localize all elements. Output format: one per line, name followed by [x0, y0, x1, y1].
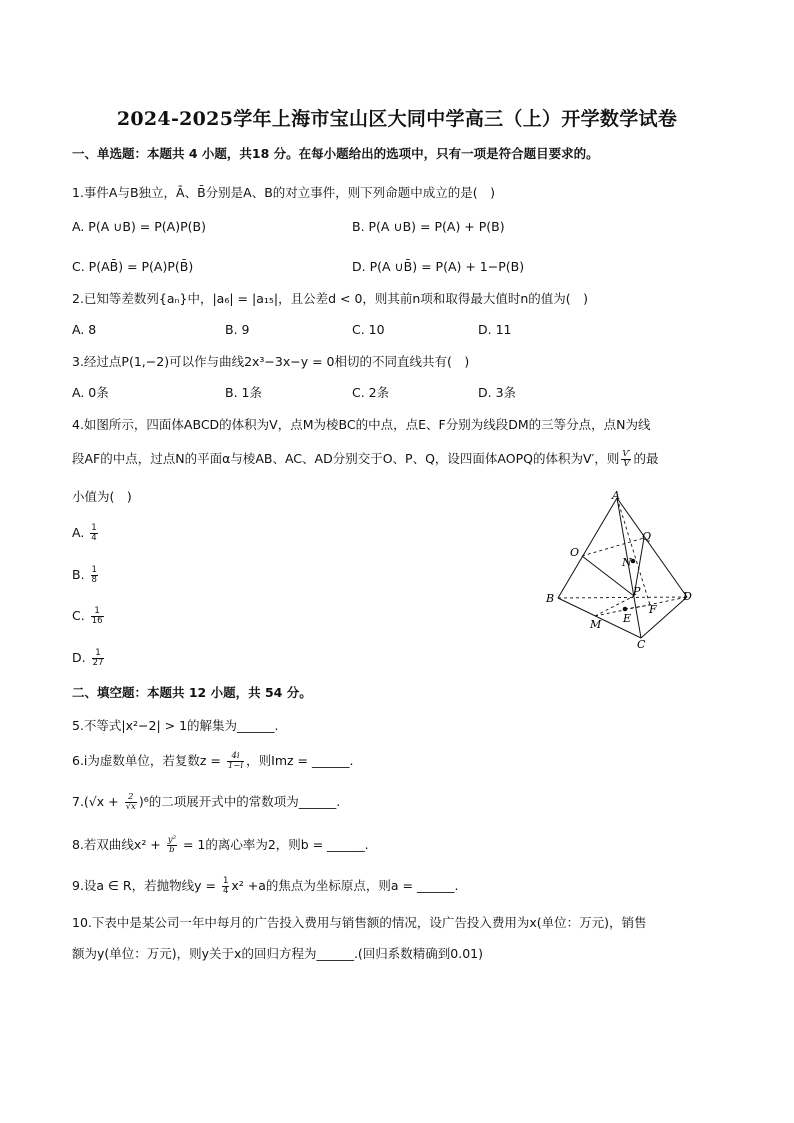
- edge-bd-hidden: [558, 597, 687, 598]
- question-9-fraction: [222, 877, 229, 896]
- question-6-text: 6.i为虚数单位，若复数z =: [72, 753, 225, 768]
- label-d: D: [683, 590, 692, 603]
- edge-cd: [641, 597, 687, 638]
- question-4-stem-line-2-text: 段AF的中点，过点N的平面α与棱AB、AC、AD分别交于O、P、Q，设四面体AOPQ的体积为V′，则: [72, 451, 620, 466]
- tetrahedron-diagram: [540, 488, 705, 653]
- option-fraction: [91, 566, 98, 585]
- question-3-stem: 3.经过点P(1,−2)可以作与曲线2x³−3x−y = 0相切的不同直线共有( ): [72, 354, 470, 369]
- question-8-tail: = 1的离心率为2，则b = ______.: [178, 837, 369, 852]
- fraction-denominator: 27: [92, 658, 104, 668]
- fraction-numerator: 1: [222, 876, 229, 886]
- question-2-stem: 2.已知等差数列{aₙ}中，|a₆| = |a₁₅|，且公差d < 0，则其前n项和取得最大值时n的值为( ): [72, 291, 588, 306]
- label-b: B: [546, 592, 555, 605]
- line-md-hidden: [595, 597, 687, 616]
- question-4-option-a: [72, 524, 100, 543]
- option-letter: C.: [72, 608, 89, 623]
- fraction-denominator: √x: [125, 802, 136, 812]
- fraction-denominator: 4: [91, 533, 97, 543]
- tetrahedron-figure: [540, 488, 705, 653]
- option-fraction: [90, 524, 97, 543]
- section-heading-single-choice: 一、单选题：本题共 4 小题，共18 分。在每小题给出的选项中，只有一项是符合题目要求的。: [72, 146, 599, 161]
- fraction-numerator: 1: [91, 607, 104, 617]
- question-1-option-c: C. P(AB̄) = P(A)P(B̄): [72, 259, 194, 274]
- question-7-text: 7.(√x +: [72, 794, 123, 809]
- question-9: [72, 877, 458, 896]
- fraction-numerator: 1: [91, 565, 97, 575]
- question-2-option-a: A. 8: [72, 322, 97, 337]
- question-10-line-2: 额为y(单位：万元)，则y关于x的回归方程为______.(回归系数精确到0.01): [72, 946, 484, 961]
- question-4-stem-line-1: 4.如图所示，四面体ABCD的体积为V，点M为棱BC的中点，点E、F分别为线段DM的三等分点，点N为线: [72, 417, 651, 432]
- question-8-text: 8.若双曲线x² +: [72, 837, 165, 852]
- volume-ratio-fraction: [621, 450, 631, 469]
- label-p: P: [633, 585, 641, 598]
- option-letter: B.: [72, 567, 89, 582]
- label-a: A: [612, 489, 620, 502]
- edge-ab: [558, 498, 617, 598]
- label-e: E: [623, 612, 632, 625]
- line-ef-hidden: [625, 605, 650, 609]
- question-6: [72, 752, 353, 771]
- fraction-denominator: V: [623, 459, 630, 469]
- edge-ad: [617, 498, 687, 597]
- question-8: [72, 836, 369, 855]
- fraction-denominator: 16: [91, 616, 103, 626]
- question-1-option-d: D. P(A ∪B̄) = P(A) + 1−P(B): [352, 259, 525, 274]
- question-1-stem: 1.事件A与B独立，Ā、B̄分别是A、B的对立事件，则下列命题中成立的是( ): [72, 185, 496, 200]
- question-4-stem-line-3: 小值为( ): [72, 489, 132, 504]
- question-1-option-a: A. P(A ∪B) = P(A)P(B): [72, 219, 206, 234]
- label-q: Q: [642, 530, 652, 543]
- fraction-numerator: 1: [91, 523, 97, 533]
- question-4-stem-line-2-tail: 的最: [633, 451, 659, 466]
- label-c: C: [637, 638, 646, 651]
- option-fraction: [92, 649, 105, 668]
- question-3-option-c: C. 2条: [352, 385, 390, 400]
- question-9-tail: x² +a的焦点为坐标原点，则a = ______.: [231, 878, 459, 893]
- question-4-option-d: [72, 649, 106, 668]
- fraction-numerator: V′: [622, 449, 631, 459]
- option-letter: A.: [72, 525, 89, 540]
- question-3-option-a: A. 0条: [72, 385, 109, 400]
- fraction-denominator: 4: [222, 886, 229, 896]
- question-7-tail: )⁶的二项展开式中的常数项为______.: [138, 794, 341, 809]
- label-o: O: [570, 546, 580, 559]
- question-2-option-c: C. 10: [352, 322, 385, 337]
- question-2-option-d: D. 11: [478, 322, 512, 337]
- question-3-option-b: B. 1条: [225, 385, 262, 400]
- label-m: M: [590, 618, 602, 631]
- fraction-numerator: y²: [167, 835, 176, 845]
- question-1-option-b: B. P(A ∪B) = P(A) + P(B): [352, 219, 505, 234]
- question-9-text: 9.设a ∈ R，若抛物线y =: [72, 878, 220, 893]
- question-8-fraction: [167, 836, 177, 855]
- fraction-denominator: b: [169, 845, 175, 855]
- option-letter: D.: [72, 650, 90, 665]
- question-6-tail: ，则Imz = ______.: [246, 753, 354, 768]
- fraction-numerator: 1: [92, 649, 105, 659]
- fraction-numerator: 2: [125, 793, 137, 803]
- question-2-option-b: B. 9: [225, 322, 250, 337]
- fraction-numerator: 4i: [227, 752, 244, 762]
- question-4-option-b: [72, 566, 100, 585]
- question-7: [72, 793, 340, 812]
- point-e: [623, 607, 628, 612]
- question-4-stem-line-2: [72, 450, 658, 469]
- option-fraction: [91, 607, 104, 626]
- label-n: N: [622, 556, 632, 569]
- question-4-option-c: [72, 607, 106, 626]
- label-f: F: [649, 603, 657, 616]
- question-5: 5.不等式|x²−2| > 1的解集为______.: [72, 718, 279, 733]
- question-6-fraction: [227, 752, 244, 771]
- section-heading-fill-blank: 二、填空题：本题共 12 小题，共 54 分。: [72, 685, 312, 700]
- fraction-denominator: 8: [91, 575, 97, 585]
- fraction-denominator: 1−i: [227, 761, 244, 771]
- question-10-line-1: 10.下表中是某公司一年中每月的广告投入费用与销售额的情况，设广告投入费用为x(单位：万元)，销售: [72, 915, 647, 930]
- question-3-option-d: D. 3条: [478, 385, 517, 400]
- page-title: 2024-2025学年上海市宝山区大同中学高三（上）开学数学试卷: [116, 108, 678, 130]
- question-7-fraction: [125, 793, 137, 812]
